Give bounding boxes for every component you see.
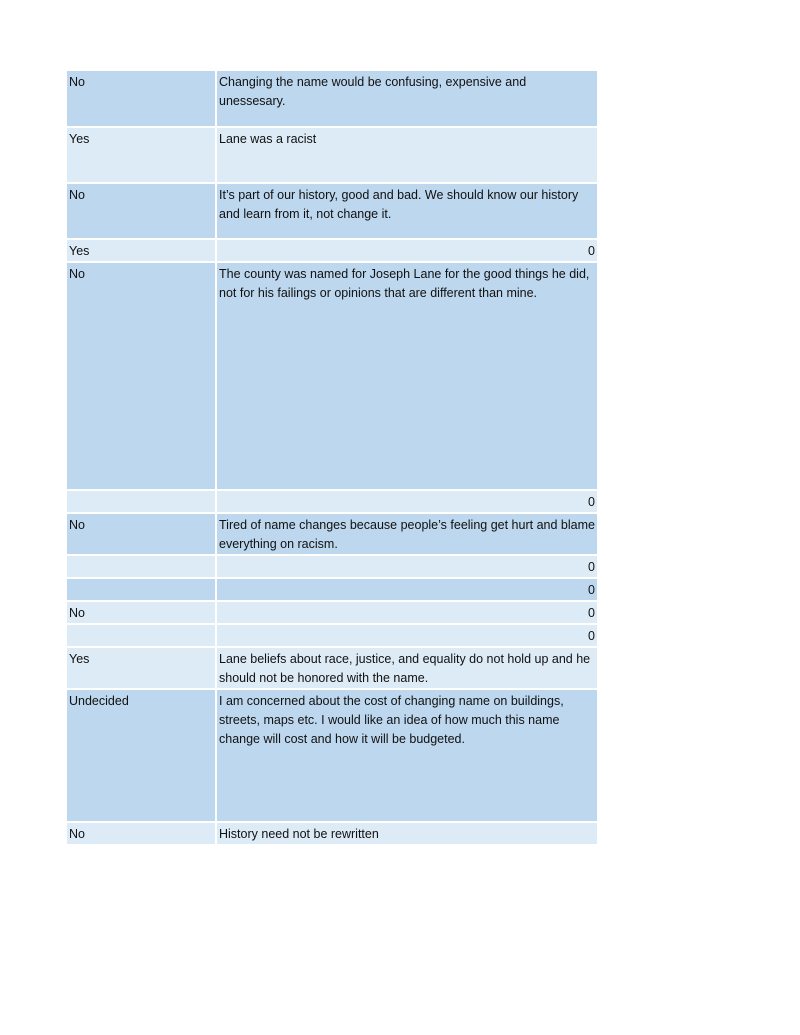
comment-cell: History need not be rewritten [216, 822, 597, 845]
comment-cell: 0 [216, 490, 597, 513]
comment-cell: 0 [216, 555, 597, 578]
comment-cell: 0 [216, 601, 597, 624]
vote-cell [67, 555, 216, 578]
vote-cell: Undecided [67, 689, 216, 822]
comment-cell: Changing the name would be confusing, expensive and unessesary. [216, 71, 597, 127]
comment-cell: 0 [216, 624, 597, 647]
comment-cell: Lane beliefs about race, justice, and equality do not hold up and he should not be honored with the name. [216, 647, 597, 689]
comment-cell: It’s part of our history, good and bad. We should know our history and learn from it, not change it. [216, 183, 597, 239]
vote-cell: Yes [67, 647, 216, 689]
survey-responses-table [67, 71, 597, 846]
table-row [67, 624, 597, 647]
comment-cell: Lane was a racist [216, 127, 597, 183]
comment-cell: Tired of name changes because people’s feeling get hurt and blame everything on racism. [216, 513, 597, 555]
vote-cell [67, 624, 216, 647]
vote-cell: Yes [67, 127, 216, 183]
table-row [67, 490, 597, 513]
comment-cell: I am concerned about the cost of changing name on buildings, streets, maps etc. I would like an idea of how much this name change will cost and how it will be budgeted. [216, 689, 597, 822]
comment-cell: 0 [216, 578, 597, 601]
table-row [67, 555, 597, 578]
table-row [67, 578, 597, 601]
vote-cell: No [67, 822, 216, 845]
vote-cell: No [67, 601, 216, 624]
vote-cell [67, 490, 216, 513]
table-row [67, 183, 597, 239]
table-row [67, 127, 597, 183]
comment-cell: 0 [216, 239, 597, 262]
table-row [67, 262, 597, 490]
vote-cell: No [67, 513, 216, 555]
vote-cell: No [67, 262, 216, 490]
vote-cell: Yes [67, 239, 216, 262]
vote-cell: No [67, 183, 216, 239]
table-row [67, 822, 597, 845]
vote-cell: No [67, 71, 216, 127]
comment-cell: The county was named for Joseph Lane for the good things he did, not for his failings or opinions that are different than mine. [216, 262, 597, 490]
table-row [67, 71, 597, 127]
vote-cell [67, 578, 216, 601]
table-row [67, 239, 597, 262]
table-row [67, 647, 597, 689]
table-row [67, 689, 597, 822]
table-row [67, 601, 597, 624]
table-row [67, 513, 597, 555]
